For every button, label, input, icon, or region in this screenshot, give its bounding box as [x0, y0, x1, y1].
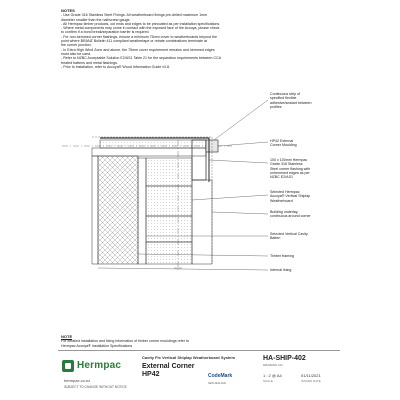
subject-notice: SUBJECT TO CHANGE WITHOUT NOTICE: [64, 385, 127, 389]
leader-line: [98, 268, 268, 270]
website-link[interactable]: hermpac.co.nz: [64, 378, 91, 383]
leader-line: [218, 142, 268, 146]
annotation-text: Internal lining: [270, 268, 292, 272]
footer-note: [61, 335, 189, 348]
annotation-text: unhemmed edges as per: [270, 170, 310, 175]
drawing-title-line: HP42: [142, 371, 160, 378]
footer-note-line: For detailed installation and fixing information of timber corner mouldings refer to: [61, 339, 190, 344]
notes-line: to confirm if a bond break/separation barrier is required.: [61, 30, 150, 35]
timber-framing: [98, 156, 138, 264]
annotation-building-underlay: [270, 210, 334, 219]
top-wall-board: [92, 148, 206, 156]
annotation-cavity-batten: [270, 232, 334, 241]
notes-line: - In Extra High Wind Zone and above, the 75mm cover requirement remains and hemmed edges: [61, 47, 215, 52]
codemark-sub: NEW ZEALAND: [208, 382, 227, 385]
leader-line: [209, 160, 268, 163]
annotation-corner-moulding: [270, 139, 334, 148]
annotation-weatherboard: [270, 190, 334, 203]
issued-date: 01/11/2021: [301, 373, 321, 378]
weatherboard: [146, 216, 192, 242]
issued-date-label: ISSUED DATE: [301, 379, 321, 383]
notes-line: - Refer to NZBC Acceptable Solution E2/AS1 Table 21 for the separation requirements between CCA: [61, 56, 222, 61]
notes-line: - Where metal components may come in contact with the exposed face of the Accoya, please check: [61, 26, 220, 31]
annotation-text: Corner Moulding: [270, 143, 297, 148]
internal-lining: [92, 156, 98, 264]
annotation-text: Timber framing: [270, 254, 295, 258]
annotation-text: Grade 316 Stainless: [270, 162, 303, 167]
annotation-text: profiles: [270, 104, 282, 109]
annotation-text: adhesive/sealant between: [270, 100, 312, 105]
scale-label: SCALE: [263, 379, 273, 383]
drawing-number: HA-SHIP-402: [263, 355, 306, 362]
annotation-text: HP42 External: [270, 139, 294, 143]
annotation-sealant: [270, 92, 334, 109]
annotation-text: Building underlay,: [270, 210, 299, 214]
notes-line: diameter smaller than the nail/screw gauge.: [61, 17, 131, 22]
system-name: Cavity Fix Vertical Shiplap Weatherboard System: [142, 355, 236, 360]
drawing-title: [142, 363, 195, 379]
notes-line: point where BRANZ Bulletin 411 compliant weathertape or rebate combinations terminate at: [61, 39, 207, 44]
weatherboard: [146, 242, 192, 264]
notes-line: - Prior to installation, refer to Accoya® Wood Information Guide v3.8.: [61, 64, 171, 69]
notes-line: treated battens and metal flashings.: [61, 60, 118, 65]
footer-note-line: Hermpac Accoya® Installation Specifications: [61, 343, 133, 348]
footer-note-heading: NOTE: [61, 334, 73, 339]
codemark-text: CodeMark: [208, 373, 233, 379]
notes-line: - All Hermpac timber products, cut ends and edges to be precoated as per installation specifications.: [61, 21, 221, 26]
notes-line: must also be used.: [61, 51, 92, 56]
notes-line: the corner junction.: [61, 43, 92, 48]
annotation-internal-lining: [270, 268, 334, 272]
notes-line: - Use Grade 316 Stainless Steel Fixings. All weatherboard fixings pre-drilled maximum 1mm: [61, 13, 208, 18]
annotation-text: 100 x 100mm Hermpac: [270, 158, 308, 162]
annotation-text: continuous around corner: [270, 214, 311, 219]
annotation-corner-flashing: [270, 158, 334, 179]
weatherboard: [146, 186, 192, 216]
notes-line: - For non-hemmed corner flashings, ensure a minimum 75mm cover to weatherboards beyond the: [61, 34, 218, 39]
title-block: [58, 350, 340, 395]
leader-line: [214, 100, 268, 140]
hermpac-logo-icon: [62, 360, 74, 372]
side-wall-board: [192, 180, 212, 264]
hermpac-logo: [62, 359, 124, 373]
scale-value: 1 : 2 @ A4: [263, 373, 282, 378]
notes-heading: NOTES: [61, 9, 75, 13]
codemark-logo: [208, 364, 238, 385]
annotation-timber-framing: [270, 254, 334, 258]
annotation-text: NZBC E2/AS1: [270, 175, 293, 180]
annotation-text: Steel corner flashing with: [270, 166, 311, 171]
cavity-batten: [138, 158, 146, 264]
drawing-number-label: DRAWING NO.: [263, 363, 284, 367]
annotation-text: Accoya® Vertical Shiplap: [270, 194, 311, 199]
leader-line: [212, 212, 268, 214]
annotation-text: Selected Vertical Cavity: [270, 232, 308, 236]
annotation-text: Weatherboard: [270, 198, 293, 203]
top-wall-board: [100, 140, 206, 148]
annotation-text: Continuous strip of: [270, 92, 300, 96]
annotation-text: specified flexible: [270, 96, 297, 101]
annotation-text: Batten: [270, 236, 281, 241]
weatherboard: [146, 158, 192, 186]
brand-name: Hermpac: [77, 360, 122, 371]
annotation-text: Selected Hermpac: [270, 190, 300, 194]
leader-line: [192, 195, 268, 200]
drawing-title-line: External Corner: [142, 363, 195, 370]
